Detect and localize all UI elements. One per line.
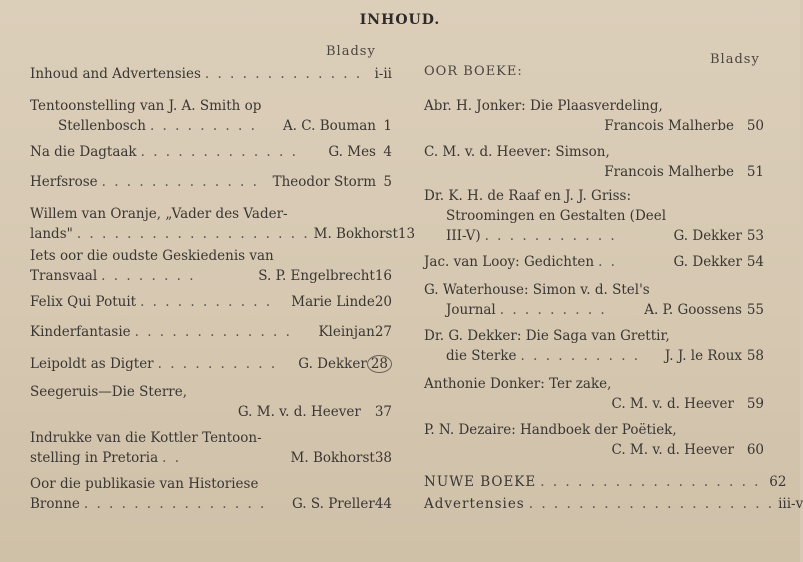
entry-title: Indrukke van die Kottler Tentoon-	[30, 430, 262, 446]
entry-title: Leipoldt as Digter	[30, 356, 154, 372]
entry-page: 59	[746, 396, 764, 412]
entry-title-cont: Transvaal	[30, 268, 98, 284]
entry-page: 13	[397, 226, 416, 242]
entry-page: 51	[746, 164, 764, 180]
entry-author: A. P. Goossens	[644, 302, 742, 318]
entry-page: 20	[374, 294, 392, 310]
entry-title: Herfsrose	[30, 174, 98, 190]
entry-author: G. Dekker	[298, 356, 367, 372]
toc-entry	[424, 142, 764, 182]
entry-page: 62	[769, 474, 787, 490]
circled-page-number: 28	[367, 355, 392, 373]
entry-title: Anthonie Donker: Ter zake,	[424, 376, 612, 392]
entry-page: 37	[374, 404, 392, 420]
entry-author: G. Dekker	[673, 254, 742, 270]
entry-title-cont: Bronne	[30, 496, 80, 512]
entry-title: Na die Dagtaak	[30, 144, 137, 160]
entry-title: Seegeruis—Die Sterre,	[30, 384, 188, 400]
entry-title: NUWE BOEKE	[424, 474, 537, 490]
entry-title-cont: stelling in Pretoria	[30, 450, 159, 466]
entry-title: G. Waterhouse: Simon v. d. Stel's	[424, 282, 650, 298]
entry-author: M. Bokhorst	[290, 450, 375, 466]
toc-entry	[424, 420, 764, 460]
entry-title: Tentoonstelling van J. A. Smith op	[30, 98, 262, 114]
entry-page: 38	[374, 450, 392, 466]
entry-author: J. J. le Roux	[664, 348, 742, 364]
entry-page: 55	[746, 302, 764, 318]
entry-title: Abr. H. Jonker: Die Plaasverdeling,	[424, 98, 663, 114]
entry-page: 27	[374, 324, 392, 340]
toc-entry: Indrukke van die Kottler Tentoon- stelling in Pretoria . . M. Bokhorst 38	[30, 430, 392, 466]
entry-page: 1	[383, 118, 392, 134]
toc-entry: Herfsrose . . . . . . . . . . . . . Theodor Storm 5	[30, 174, 392, 190]
entry-title: Oor die publikasie van Historiese	[30, 476, 259, 492]
entry-page: 53	[746, 228, 764, 244]
entry-title: Dr. K. H. de Raaf en J. J. Griss:	[424, 188, 632, 204]
entry-title: Advertensies	[424, 496, 525, 512]
entry-title: P. N. Dezaire: Handboek der Poëtiek,	[424, 422, 677, 438]
entry-title-cont: lands"	[30, 226, 73, 242]
entry-page: 54	[746, 254, 764, 270]
entry-author: G. M. v. d. Heever	[237, 404, 361, 420]
entry-title: Felix Qui Potuit	[30, 294, 137, 310]
entry-title: Kinderfantasie	[30, 324, 131, 340]
entry-title: Iets oor die oudste Geskiedenis van	[30, 248, 274, 264]
entry-title-cont: Journal	[446, 302, 496, 318]
toc-entry: G. Waterhouse: Simon v. d. Stel's Journal . . . . . . . . . A. P. Goossens 55	[424, 282, 764, 318]
entry-author: G. S. Preller	[291, 496, 375, 512]
entry-author: G. Mes	[328, 144, 376, 160]
entry-author: G. Dekker	[673, 228, 742, 244]
entry-author: M. Bokhorst	[313, 226, 398, 242]
entry-page: 50	[746, 118, 764, 134]
toc-entry: Kinderfantasie . . . . . . . . . . . . . Kleinjan 27	[30, 324, 392, 340]
entry-title-cont: Stroomingen en Gestalten (Deel	[446, 208, 667, 224]
entry-author: C. M. v. d. Heever	[611, 396, 734, 412]
entry-author: Francois Malherbe	[604, 164, 734, 180]
entry-author: Kleinjan	[318, 324, 375, 340]
toc-entry: Tentoonstelling van J. A. Smith op Stellenbosch . . . . . . . . . A. C. Bouman 1	[30, 98, 392, 134]
entry-page: 44	[374, 496, 392, 512]
toc-entry: Oor die publikasie van Historiese Bronne . . . . . . . . . . . . . . . G. S. Preller 44	[30, 476, 392, 512]
entry-title-cont: die Sterke	[446, 348, 517, 364]
toc-entry: Inhoud and Advertensies . . . . . . . . . . . . . i-ii	[30, 66, 392, 82]
toc-entry	[424, 374, 764, 414]
entry-title: Dr. G. Dekker: Die Saga van Grettir,	[424, 328, 670, 344]
entry-author: A. C. Bouman	[282, 118, 376, 134]
entry-title: Inhoud and Advertensies	[30, 66, 201, 82]
toc-entry: Leipoldt as Digter . . . . . . . . . . G. Dekker 28	[30, 354, 392, 374]
toc-entry: Na die Dagtaak . . . . . . . . . . . . . G. Mes 4	[30, 144, 392, 160]
entry-author: Theodor Storm	[272, 174, 376, 190]
entry-page: 60	[746, 442, 764, 458]
entry-title: C. M. v. d. Heever: Simson,	[424, 144, 610, 160]
toc-entry: Iets oor die oudste Geskiedenis van Transvaal . . . . . . . . S. P. Engelbrecht 16	[30, 248, 392, 284]
toc-entry: Dr. G. Dekker: Die Saga van Grettir, die Sterke . . . . . . . . . . J. J. le Roux 58	[424, 328, 764, 364]
entry-author: Marie Linde	[291, 294, 375, 310]
entry-title-cont: III-V)	[446, 228, 481, 244]
toc-entry	[30, 382, 392, 422]
entry-page: iii-v	[778, 496, 803, 512]
toc-entry: Willem van Oranje, „Vader des Vader- lands" . . . . . . . . . . . . . . . . . . . M. Bokhorst 13	[30, 206, 416, 242]
entry-page: 58	[746, 348, 764, 364]
entry-title-cont: Stellenbosch	[58, 118, 146, 134]
entry-title: Willem van Oranje, „Vader des Vader-	[30, 206, 288, 222]
entry-page: 4	[383, 144, 392, 160]
entry-author: C. M. v. d. Heever	[611, 442, 734, 458]
toc-entry: Advertensies . . . . . . . . . . . . . . . . . . . . iii-v	[424, 496, 803, 512]
page-title: INHOUD.	[359, 12, 441, 28]
entry-page: 5	[383, 174, 392, 190]
toc-entry: Dr. K. H. de Raaf en J. J. Griss: Stroomingen en Gestalten (Deel III-V) . . . . . . . . . . . G. Dekker 53	[424, 188, 764, 244]
section-heading: OOR BOEKE:	[424, 64, 523, 79]
entry-title: Jac. van Looy: Gedichten	[424, 254, 595, 270]
entry-author: S. P. Engelbrecht	[258, 268, 375, 284]
toc-entry: Felix Qui Potuit . . . . . . . . . . . Marie Linde 20	[30, 294, 392, 310]
entry-author: Francois Malherbe	[604, 118, 734, 134]
toc-entry	[424, 96, 764, 136]
toc-entry: Jac. van Looy: Gedichten . . G. Dekker 54	[424, 254, 764, 270]
entry-page: 16	[374, 268, 392, 284]
toc-entry: NUWE BOEKE . . . . . . . . . . . . . . . . . . 62	[424, 474, 787, 490]
right-page-header: Bladsy	[710, 52, 760, 67]
left-page-header: Bladsy	[326, 44, 376, 59]
entry-page: i-ii	[374, 66, 392, 82]
